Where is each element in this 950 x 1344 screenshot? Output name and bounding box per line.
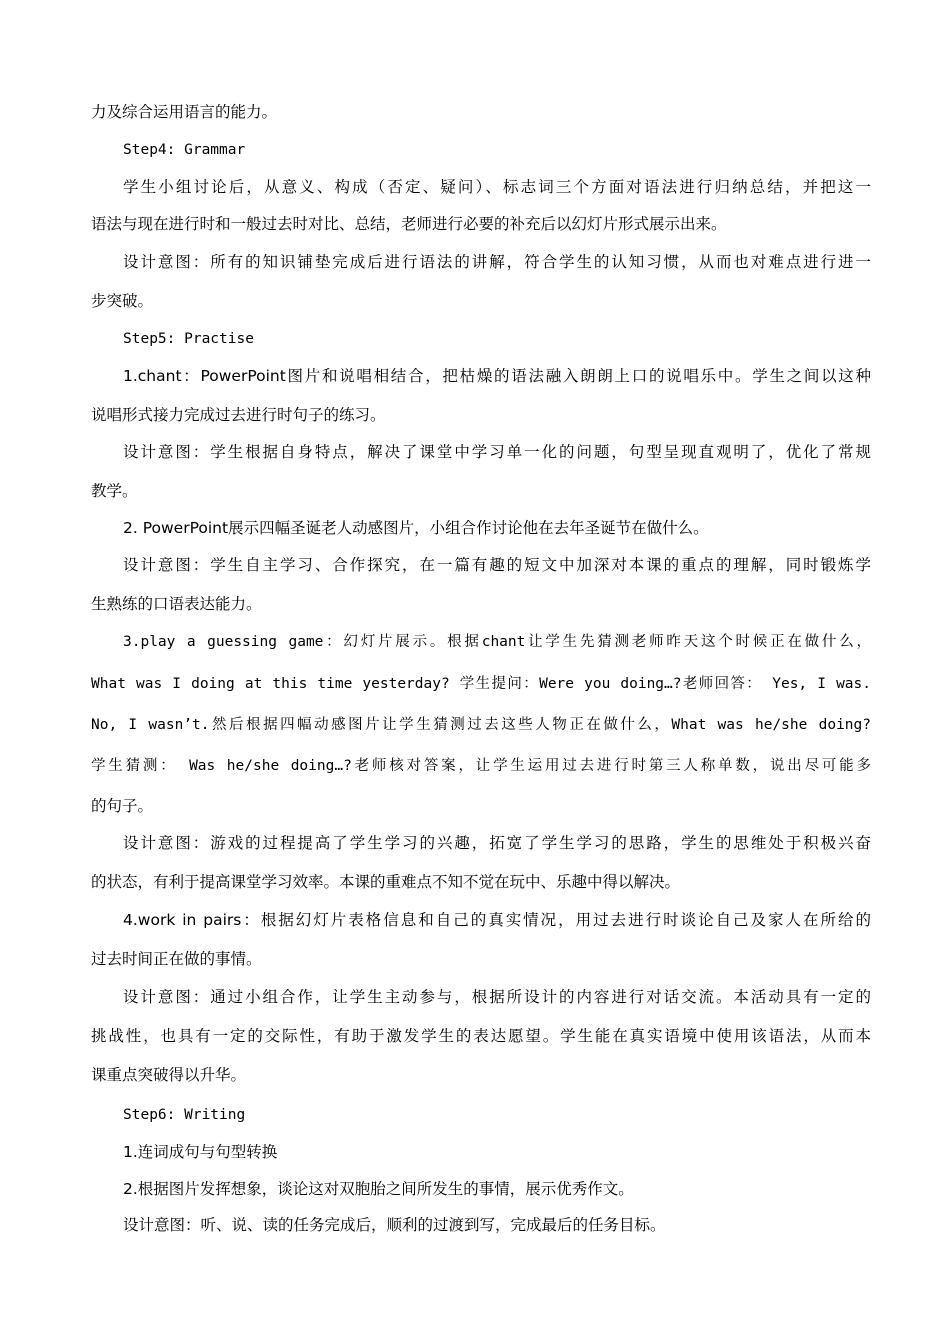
text-line: 设计意图：学生自主学习、合作探究，在一篇有趣的短文中加深对本课的重点的理解，同时锻炼学	[123, 556, 871, 574]
text-line: 学生小组讨论后，从意义、构成（否定、疑问）、标志词三个方面对语法进行归纳总结，并把这一	[123, 178, 871, 196]
text-line: 设计意图：通过小组合作，让学生主动参与，根据所设计的内容进行对话交流。本活动具有一定的	[123, 988, 871, 1006]
text-line: 设计意图：所有的知识铺垫完成后进行语法的讲解，符合学生的认知习惯，从而也对难点进行进一	[123, 253, 871, 271]
text-line: 设计意图：游戏的过程提高了学生学习的兴趣，拓宽了学生学习的思路，学生的思维处于积极兴奋	[123, 834, 871, 852]
text-line: 1.连词成句与句型转换	[123, 1143, 278, 1161]
step5-heading: Step5: Practise	[123, 331, 254, 347]
text-line: 教学。	[91, 482, 138, 500]
text-line: 力及综合运用语言的能力。	[91, 103, 278, 121]
text-line: 的状态，有利于提高课堂学习效率。本课的重难点不知不觉在玩中、乐趣中得以解决。	[91, 873, 681, 891]
text-line: 设计意图：听、说、读的任务完成后，顺利的过渡到写，完成最后的任务目标。	[123, 1216, 666, 1234]
text-line: What was I doing at this time yesterday? 学生提问：Were you doing…?老师回答： Yes, I was.	[91, 676, 871, 692]
step4-heading: Step4: Grammar	[123, 142, 246, 158]
text-line: 说唱形式接力完成过去进行时句子的练习。	[91, 406, 386, 424]
text-line: 步突破。	[91, 292, 154, 310]
text-line: No, I wasn’t.然后根据四幅动感图片让学生猜测过去这些人物正在做什么，What was he/she doing?	[91, 717, 871, 733]
text-line: 过去时间正在做的事情。	[91, 950, 262, 968]
text-line: 2.根据图片发挥想象，谈论这对双胞胎之间所发生的事情，展示优秀作文。	[123, 1180, 634, 1198]
text-line: 4.work in pairs：根据幻灯片表格信息和自己的真实情况，用过去进行时谈论自己及家人在所给的	[123, 911, 871, 929]
step6-heading: Step6: Writing	[123, 1107, 246, 1123]
text-line: 生熟练的口语表达能力。	[91, 595, 262, 613]
text-line: 设计意图：学生根据自身特点，解决了课堂中学习单一化的问题，句型呈现直观明了，优化了常规	[123, 443, 871, 461]
text-line: 的句子。	[91, 797, 154, 815]
text-line: 2. PowerPoint展示四幅圣诞老人动感图片，小组合作讨论他在去年圣诞节在做什么。	[123, 519, 709, 537]
text-line: 学生猜测： Was he/she doing…?老师核对答案，让学生运用过去进行时第三人称单数，说出尽可能多	[91, 758, 871, 774]
text-line: 挑战性，也具有一定的交际性，有助于激发学生的表达愿望。学生能在真实语境中使用该语法，从而本	[91, 1027, 871, 1045]
text-line: 1.chant：PowerPoint图片和说唱相结合，把枯燥的语法融入朗朗上口的说唱乐中。学生之间以这种	[123, 367, 871, 385]
text-line: 课重点突破得以升华。	[91, 1066, 247, 1084]
text-line: 3.play a guessing game：幻灯片展示。根据chant让学生先猜测老师昨天这个时候正在做什么，	[123, 634, 871, 650]
text-line: 语法与现在进行时和一般过去时对比、总结，老师进行必要的补充后以幻灯片形式展示出来。	[91, 215, 727, 233]
